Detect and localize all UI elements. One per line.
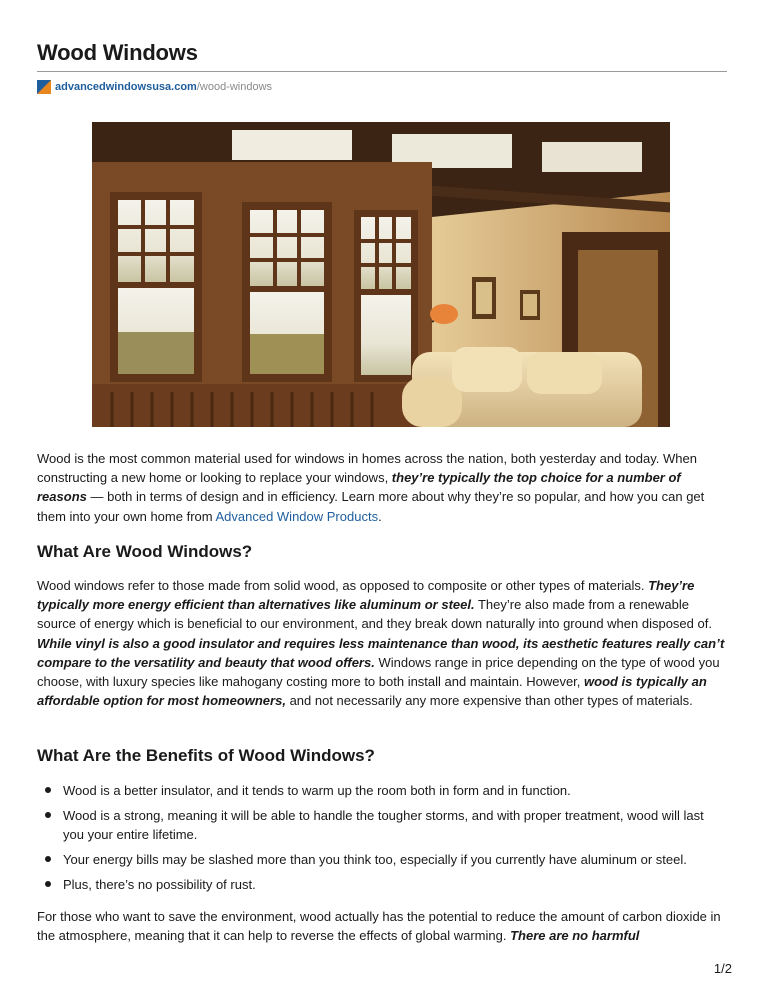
hero-image: [92, 122, 670, 427]
title-divider: [37, 71, 727, 72]
site-logo-icon: [37, 80, 51, 94]
closing-text: For those who want to save the environment, wood actually has the potential to reduce the amount of carbon dioxide in the atmosphere, meaning that it can help to reverse the effects of global warming.: [37, 909, 721, 944]
intro-text-3: .: [378, 508, 382, 524]
list-item: Your energy bills may be slashed more than you think too, especially if you currently have aluminum or steel.: [37, 850, 727, 869]
advanced-window-products-link[interactable]: Advanced Window Products: [215, 508, 379, 524]
page-title: Wood Windows: [37, 40, 198, 65]
s1-emphasis-1: They’re typically more energy efficient than alternatives like aluminum or steel.: [37, 578, 695, 613]
intro-text-1: Wood is the most common material used for windows in homes across the nation, both yesterday and today. When constructing a new home or looking to replace your windows,: [37, 451, 697, 486]
s1-text-1: Wood windows refer to those made from solid wood, as opposed to composite or other types of materials.: [37, 578, 649, 593]
page-number: 1/2: [713, 961, 732, 976]
section-heading-what-are: What Are Wood Windows?: [37, 542, 253, 561]
s1-text-2: They’re also made from a renewable source of energy which is beneficial to our environment, and they break down naturally into ground when disposed of.: [37, 597, 712, 632]
s1-text-3: Windows range in price depending on the type of wood you choose, with luxury species like mahogany costing more to both install and maintain. However,: [37, 654, 720, 690]
list-item: Plus, there’s no possibility of rust.: [37, 875, 727, 894]
source-domain-link[interactable]: advancedwindowsusa.com: [55, 81, 197, 93]
closing-paragraph: [37, 907, 731, 945]
source-line: [37, 79, 272, 95]
intro-paragraph: [37, 449, 731, 526]
intro-emphasis: they’re typically the top choice for a number of reasons: [37, 470, 681, 505]
s1-emphasis-3: wood is typically an affordable option for most homeowners,: [37, 674, 707, 709]
closing-emphasis: There are no harmful: [510, 928, 640, 944]
s1-text-4: and not necessarily any more expensive than other types of materials.: [285, 693, 693, 709]
section-heading-benefits: What Are the Benefits of Wood Windows?: [37, 746, 375, 765]
benefits-list: [37, 781, 727, 900]
list-item: Wood is a strong, meaning it will be able to handle the tougher storms, and with proper treatment, wood will last you your entire lifetime.: [37, 806, 727, 844]
s1-emphasis-2: While vinyl is also a good insulator and requires less maintenance than wood, its aesthetic features really can’t compare to the versatility and beauty that wood offers.: [37, 635, 725, 670]
list-item: Wood is a better insulator, and it tends to warm up the room both in form and in function.: [37, 781, 727, 800]
source-path: /wood-windows: [196, 81, 273, 93]
section1-paragraph: [37, 576, 731, 710]
intro-text-2: — both in terms of design and in efficiency. Learn more about why they’re so popular, and how you can get them into your own home from: [37, 489, 705, 524]
